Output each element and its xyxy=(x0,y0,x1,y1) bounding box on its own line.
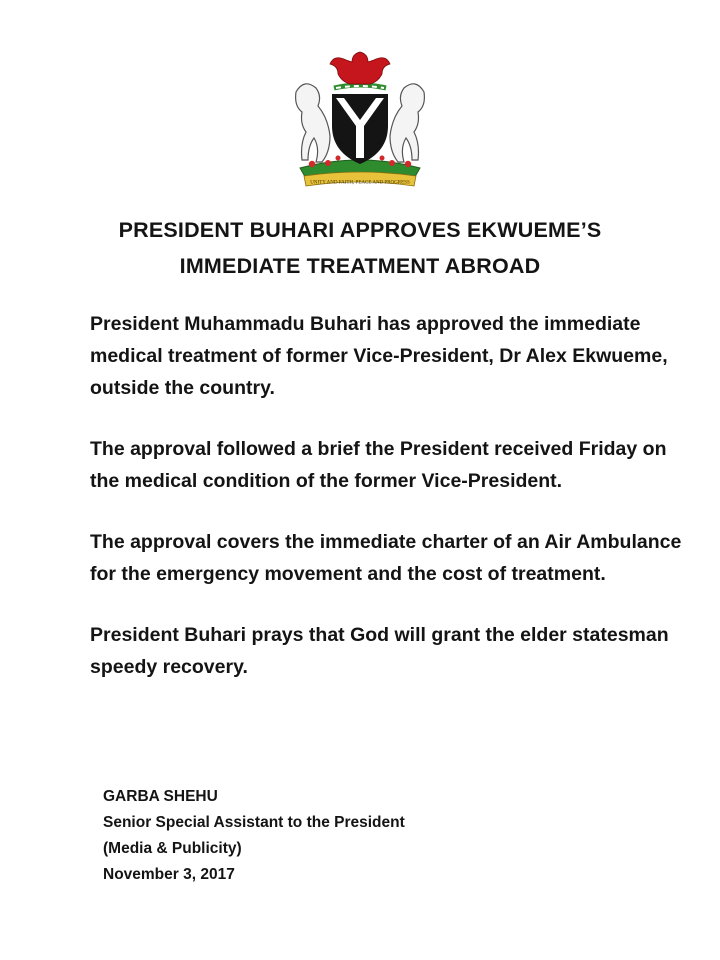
coat-of-arms-emblem xyxy=(278,48,442,196)
signatory-office: (Media & Publicity) xyxy=(103,840,242,857)
signatory-name: GARBA SHEHU xyxy=(103,788,218,805)
press-release-headline xyxy=(40,212,680,284)
headline-line-1: PRESIDENT BUHARI APPROVES EKWUEME’S xyxy=(118,218,602,242)
signature-block xyxy=(103,784,603,888)
crest-motto: UNITY AND FAITH, PEACE AND PROGRESS xyxy=(310,180,410,186)
release-date: November 3, 2017 xyxy=(103,866,235,883)
paragraph-charter: The approval covers the immediate charter of an Air Ambulance for the emergency movement and the cost of treatment. xyxy=(90,531,682,585)
headline-line-2: IMMEDIATE TREATMENT ABROAD xyxy=(179,254,541,278)
press-release-body xyxy=(90,308,690,712)
signatory-title: Senior Special Assistant to the President xyxy=(103,814,405,831)
paragraph-prayer: President Buhari prays that God will grant the elder statesman speedy recovery. xyxy=(90,624,669,678)
paragraph-brief: The approval followed a brief the President received Friday on the medical condition of the former Vice-President. xyxy=(90,438,667,492)
paragraph-approval: President Muhammadu Buhari has approved the immediate medical treatment of former Vice-President, Dr Alex Ekwueme, outside the country. xyxy=(90,313,668,399)
